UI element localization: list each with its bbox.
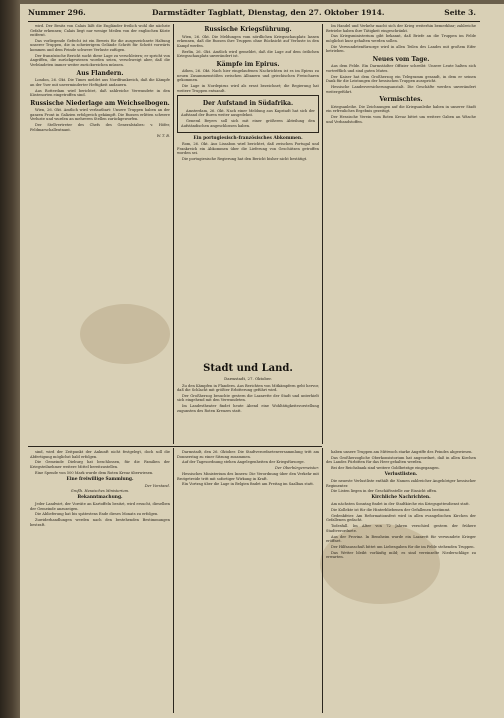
- article-paragraph: Aus der Provinz. In Bensheim wurde ein Lazarett für verwundete Krieger eröffnet.: [326, 534, 476, 544]
- article-heading: Verlustlisten.: [384, 472, 418, 478]
- article-paragraph: Berlin, 26. Okt. Amtlich wird gemeldet, daß die Lage auf dem östlichen Kriegsschauplatz unverändert ist.: [177, 49, 319, 59]
- boxed-article: [177, 95, 319, 132]
- article-paragraph: Die Gemeinde Dieburg hat beschlossen, für die Familien der Kriegsteilnehmer weitere Mittel bereitzustellen.: [30, 460, 170, 469]
- column-3-lower: [326, 450, 476, 712]
- article-paragraph: Der Großherzog besuchte gestern die Lazarette der Stadt und unterhielt sich eingehend mit den Verwundeten.: [177, 393, 319, 403]
- article-heading: Eine freiwillige Sammlung.: [66, 476, 134, 482]
- article-paragraph: Athen, 26. Okt. Nach hier eingelaufenen Nachrichten ist es im Epirus zu neuen Zusammenstößen zwischen Albanern und griechischen Freischaren gekommen.: [177, 69, 319, 83]
- column-1: [30, 24, 170, 444]
- article-paragraph: Die neueste Verlustliste enthält die Namen zahlreicher Angehöriger hessischer Regimenter.: [326, 478, 476, 488]
- article-signature: W. T. B.: [156, 133, 170, 138]
- article-paragraph: Darmstadt, den 26. Oktober. Die Stadtverordnetenversammlung tritt am Donnerstag zu einer Sitzung zusammen.: [177, 450, 319, 459]
- article-paragraph: Das Kriegsministerium gibt bekannt, daß Briefe an die Truppen im Felde möglichst kurz gehalten werden sollen.: [326, 34, 476, 43]
- article-paragraph: Aus Rotterdam wird berichtet, daß zahlreiche Verwundete in den Küstenorten eingetroffen sind.: [30, 88, 170, 98]
- article-paragraph: Die Lage in Nordepirus wird als ernst bezeichnet; die Regierung hat weitere Truppen entsandt.: [177, 84, 319, 93]
- column-2-lower: [177, 450, 319, 712]
- article-paragraph: Rom, 26. Okt. Aus Lissabon wird berichtet, daß zwischen Portugal und Frankreich ein Abkommen über die Lieferung von Geschützen getroffen worden sei.: [177, 142, 319, 156]
- article-signature: Der Oberbürgermeister.: [274, 466, 319, 471]
- article-paragraph: Im Landestheater findet heute Abend eine Wohltätigkeitsvorstellung zugunsten des Roten Kreuzes statt.: [177, 404, 319, 413]
- article-paragraph: Die Verwundetenfürsorge wird in allen Teilen des Landes mit großem Eifer betrieben.: [326, 44, 476, 54]
- article-paragraph: Eine Spende von 500 Mark wurde dem Roten Kreuz überwiesen.: [35, 470, 154, 475]
- article-paragraph: Die Ablieferung hat bis spätestens Ende dieses Monats zu erfolgen.: [35, 512, 159, 517]
- article-heading: Aus Flandern.: [76, 69, 124, 77]
- article-signature: Der Vorstand.: [144, 483, 170, 488]
- article-paragraph: Der französische Bericht sucht diese Lage zu verschleiern; er spricht von Angriffen, die zurückgewiesen worden seien, verschweigt aber, daß die Verbündeten immer weiter zurückweichen müssen.: [30, 53, 170, 67]
- article-paragraph: Amsterdam, 26. Okt. Nach einer Meldung aus Kapstadt hat sich der Aufstand der Buren weiter ausgedehnt.: [181, 108, 315, 118]
- article-paragraph: wird. Der Besitz von Calais läßt die Engländer freilich wohl die nächste Gefahr erkennen; Calais liegt nur wenige Meilen von der englischen Küste entfernt.: [30, 24, 170, 38]
- article-heading: Kämpfe im Epirus.: [216, 60, 280, 68]
- article-paragraph: Todesfall. Im Alter von 72 Jahren verschied gestern der frühere Stadtverordnete.: [326, 524, 476, 533]
- column-rule: [322, 24, 323, 444]
- article-heading: Kirchliche Nachrichten.: [371, 495, 431, 501]
- article-heading: Vermischtes.: [379, 96, 423, 104]
- article-paragraph: Der Hilfsausschuß bittet um Liebesgaben für die im Felde stehenden Truppen.: [331, 544, 475, 549]
- article-paragraph: Das vorliegende Gefecht ist ein Beweis für die ausgezeichnete Haltung unserer Truppen, die in schwierigem Gelände Schritt für Schritt vorwärts kommen und dem Feinde schwere Verluste zufügen.: [30, 38, 170, 53]
- section-heading: Stadt und Land.: [203, 363, 293, 374]
- column-1-lower: [30, 450, 170, 712]
- article-paragraph: Kriegsanleihe. Die Zeichnungen auf die Kriegsanleihe haben in unserer Stadt ein erfreuliches Ergebnis gezeitigt.: [326, 104, 476, 114]
- article-paragraph: Der Hessische Verein vom Roten Kreuz bittet um weitere Gaben an Wäsche und Verbandstoffen.: [326, 115, 476, 124]
- article-paragraph: Der Stellvertreter des Chefs des Generalstabes: v. Höfer, Feldmarschalleutnant.: [30, 123, 170, 132]
- header-rule: [28, 21, 480, 22]
- article-paragraph: Jeder Landwirt, der Vorräte an Kartoffeln besitzt, wird ersucht, dieselben der Gemeinde anzuzeigen.: [30, 502, 170, 511]
- article-paragraph: haben unsere Truppen am Mittwoch starke Angriffe des Feindes abgewiesen.: [331, 450, 473, 454]
- article-paragraph: Wien, 26. Okt. Amtlich wird verlautbart: Unsere Truppen haben an der ganzen Front in Galizien erfolgreich gekämpft. Die Russen erlitten schwere Verluste und wurden an mehreren Stellen zurückgeworfen.: [30, 108, 170, 122]
- column-rule: [322, 448, 323, 713]
- article-paragraph: Die Listen liegen in der Geschäftsstelle zur Einsicht offen.: [331, 489, 438, 494]
- article-paragraph: Wien, 26. Okt. Die Meldungen vom nördlichen Kriegsschauplatz lassen erkennen, daß die Russen ihre Truppen ohne Rücksicht auf Verluste in den Kampf werfen.: [177, 34, 319, 48]
- article-paragraph: Zu den Kämpfen in Flandern. Aus Berichten von Mitkämpfern geht hervor, daß die Schlacht mit größter Erbitterung geführt wird.: [177, 383, 319, 393]
- article-paragraph: General Beyers soll sich mit einer größeren Abteilung den Aufständischen angeschlossen haben.: [181, 119, 315, 128]
- article-paragraph: Aus dem Felde. Ein Darmstädter Offizier schreibt: Unsere Leute halten sich vortrefflich und sind guten Mutes.: [326, 64, 476, 74]
- notice-authority: Großh. Hessisches Ministerium.: [70, 489, 130, 494]
- section-rule: [28, 446, 322, 447]
- article-heading: Bekanntmachung.: [77, 495, 123, 501]
- article-paragraph: Hessisches Ministerium des Innern: Die Verordnung über den Verkehr mit Brotgetreide tritt mit sofortiger Wirkung in Kraft.: [177, 471, 319, 481]
- article-paragraph: Die Kollekte ist für die Hinterbliebenen der Gefallenen bestimmt.: [331, 507, 451, 512]
- column-3: [326, 24, 476, 444]
- article-heading: Russische Niederlage am Weichselbogen.: [30, 99, 170, 107]
- column-rule: [173, 24, 174, 444]
- book-binding: [0, 0, 20, 718]
- section-dateline: Darmstadt, 27. Oktober.: [224, 376, 272, 381]
- stadt-und-land-section: [177, 360, 319, 444]
- article-paragraph: Das Großherzogliche Oberkonsistorium hat angeordnet, daß in allen Kirchen des Landes Fürbitten für das Heer gehalten werden.: [326, 455, 476, 465]
- article-paragraph: Die portugiesische Regierung hat den Bericht bisher nicht bestätigt.: [182, 157, 308, 162]
- article-paragraph: Auf der Tagesordnung stehen Angelegenheiten der Kriegsfürsorge.: [182, 460, 305, 465]
- article-paragraph: London, 26. Okt. Die Times meldet aus Nordfrankreich, daß die Kämpfe an der Yser mit unverminderter Heftigkeit andauern.: [30, 78, 170, 87]
- issue-number: Nummer 296.: [28, 8, 86, 17]
- article-paragraph: Zuwiderhandlungen werden nach den bestehenden Bestimmungen bestraft.: [30, 518, 170, 527]
- page-header: [22, 8, 482, 20]
- article-paragraph: Bei der Reichsbank sind weitere Goldbeträge eingegangen.: [331, 466, 440, 471]
- article-paragraph: Im Handel und Verkehr macht sich der Krieg weiterhin bemerkbar; zahlreiche Betriebe haben ihre Tätigkeit eingeschränkt.: [326, 24, 476, 33]
- article-paragraph: Das Wetter bleibt vorläufig mild; es sind vereinzelte Niederschläge zu erwarten.: [326, 550, 476, 560]
- article-paragraph: sind, wird der Zeitpunkt der Ankunft nicht festgelegt, doch soll die Abfertigung möglichst bald erfolgen.: [30, 450, 170, 459]
- newspaper-title: Darmstädter Tagblatt, Dienstag, den 27. Oktober 1914.: [152, 8, 385, 17]
- article-paragraph: Ein Vortrag über die Lage in Belgien findet am Freitag im Saalbau statt.: [182, 482, 314, 487]
- article-paragraph: Am nächsten Sonntag findet in der Stadtkirche ein Kriegsgottesdienst statt.: [331, 502, 470, 507]
- article-heading: Russische Kriegsführung.: [204, 26, 292, 33]
- article-paragraph: Der Kaiser hat dem Großherzog ein Telegramm gesandt, in dem er seinen Dank für die Leistungen der hessischen Truppen ausspricht.: [326, 74, 476, 84]
- boxed-article-heading: Der Aufstand in Südafrika.: [202, 100, 294, 108]
- column-rule: [173, 448, 174, 713]
- article-heading: Ein portugiesisch-französisches Abkommen.: [193, 135, 303, 141]
- article-heading: Neues vom Tage.: [372, 55, 430, 63]
- article-paragraph: Gedenkfeier. Am Reformationsfest wird in allen evangelischen Kirchen der Gefallenen gedacht.: [326, 513, 476, 523]
- page-number: Seite 3.: [444, 8, 476, 17]
- article-paragraph: Hessische Landesversicherungsanstalt. Die Geschäfte werden unverändert weitergeführt.: [326, 85, 476, 94]
